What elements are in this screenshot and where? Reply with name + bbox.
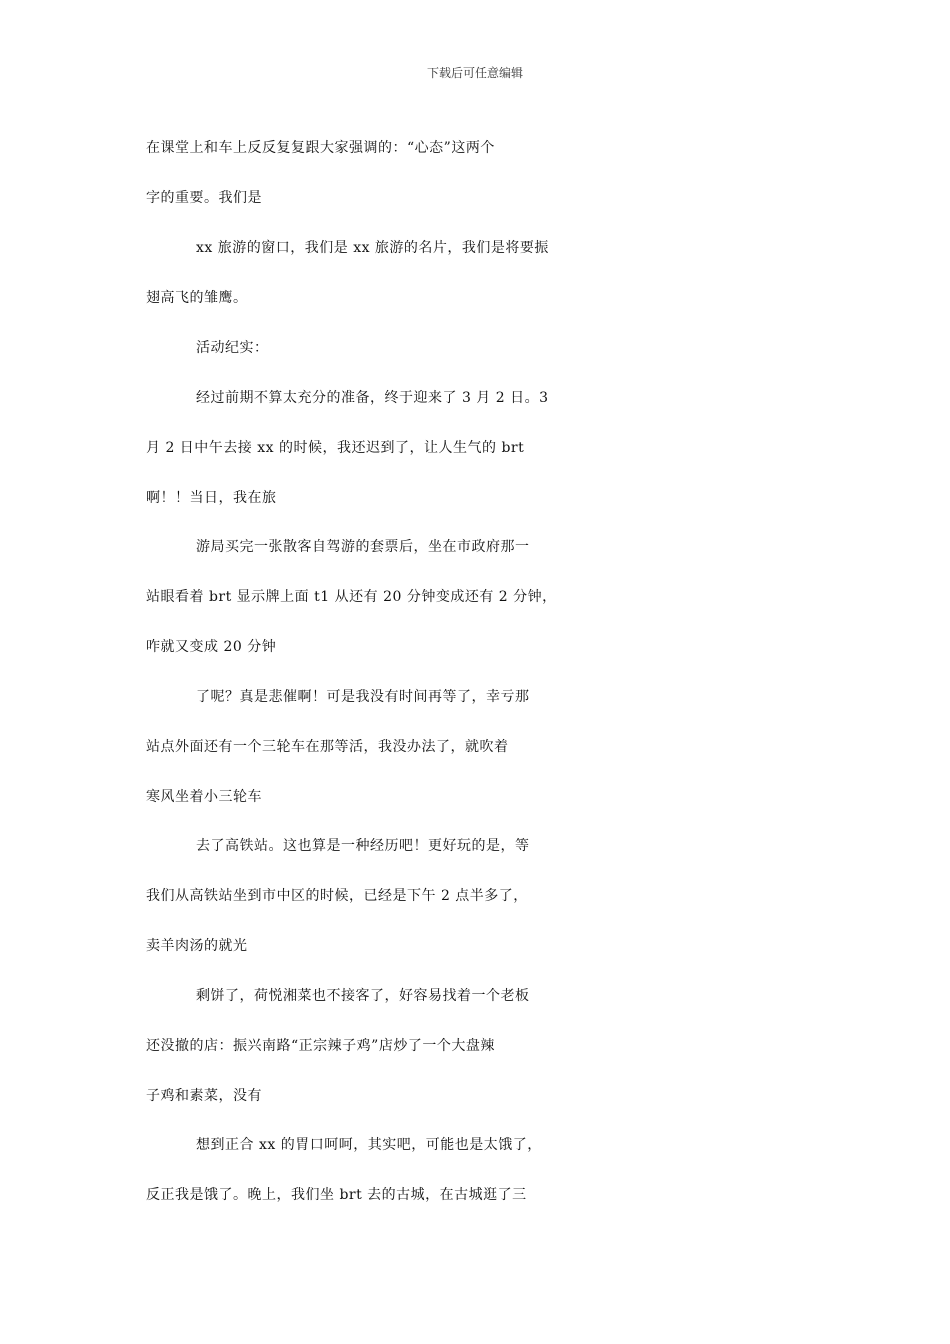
text-line: 活动纪实： [196, 340, 269, 356]
text-line: 咋就又变成 20 分钟 [146, 639, 277, 655]
text-line: 翅高飞的雏鹰。 [146, 290, 248, 306]
text-line: 反正我是饿了。晚上，我们坐 brt 去的古城，在古城逛了三 [146, 1187, 527, 1203]
text-line: 剩饼了，荷悦湘菜也不接客了，好容易找着一个老板 [196, 988, 530, 1004]
text-line: 啊！！当日，我在旅 [146, 490, 277, 506]
text-line: xx 旅游的窗口，我们是 xx 旅游的名片，我们是将要振 [196, 240, 549, 256]
text-line: 寒风坐着小三轮车 [146, 789, 262, 805]
text-line: 去了高铁站。这也算是一种经历吧！更好玩的是，等 [196, 838, 530, 854]
text-line: 子鸡和素菜，没有 [146, 1088, 262, 1104]
text-line: 还没撤的店：振兴南路“正宗辣子鸡”店炒了一个大盘辣 [146, 1038, 495, 1054]
text-line: 站点外面还有一个三轮车在那等活，我没办法了，就吹着 [146, 739, 509, 755]
text-line: 想到正合 xx 的胃口呵呵，其实吧，可能也是太饿了， [196, 1137, 542, 1153]
text-line: 卖羊肉汤的就光 [146, 938, 248, 954]
text-line: 在课堂上和车上反反复复跟大家强调的：“心态”这两个 [146, 140, 495, 156]
text-line: 站眼看着 brt 显示牌上面 t1 从还有 20 分钟变成还有 2 分钟， [146, 589, 557, 605]
text-line: 月 2 日中午去接 xx 的时候，我还迟到了，让人生气的 brt [146, 440, 525, 456]
text-line: 我们从高铁站坐到市中区的时候，已经是下午 2 点半多了， [146, 888, 528, 904]
text-line: 游局买完一张散客自驾游的套票后，坐在市政府那一 [196, 539, 530, 555]
text-line: 了呢？真是悲催啊！可是我没有时间再等了，幸亏那 [196, 689, 530, 705]
page-header-note: 下载后可任意编辑 [426, 66, 523, 80]
text-line: 字的重要。我们是 [146, 190, 262, 206]
text-line: 经过前期不算太充分的准备，终于迎来了 3 月 2 日。3 [196, 390, 549, 406]
